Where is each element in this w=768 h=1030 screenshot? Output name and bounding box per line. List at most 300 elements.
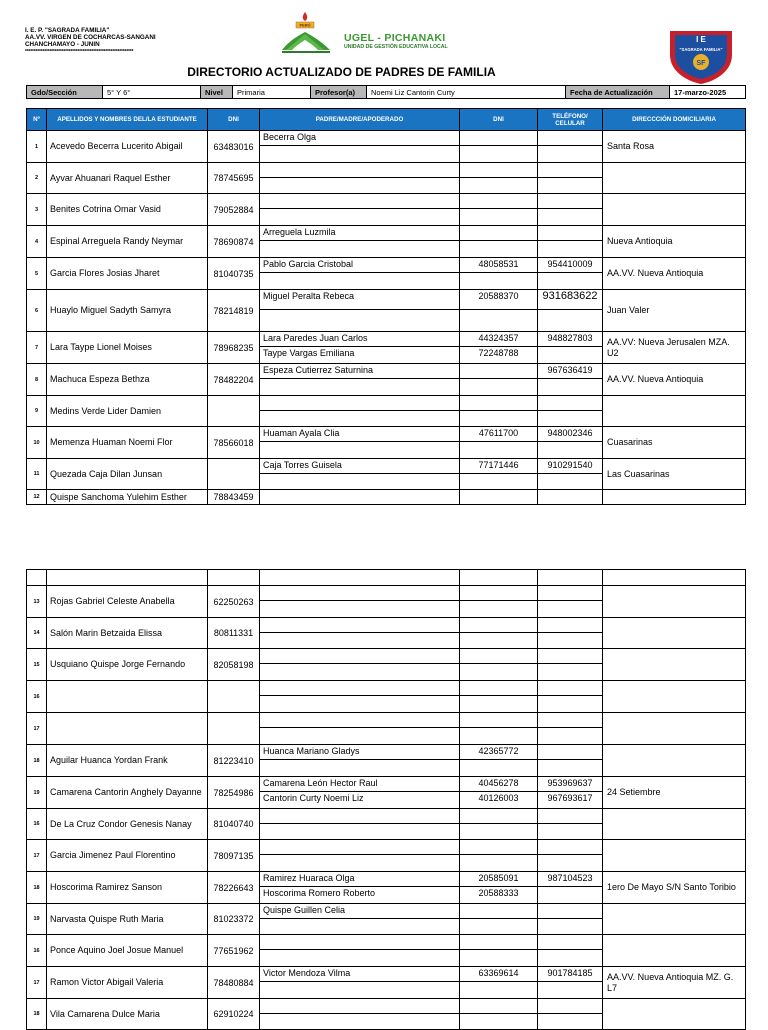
address [603,935,746,967]
parent-name [260,824,459,839]
parent-phone: 967693617 [547,793,593,803]
parent-phone-cell [538,194,603,226]
parent-dni-cell [460,570,538,586]
parent-name [260,396,459,411]
parent-name: Taype Vargas Emiliana [263,348,355,358]
parent-dni-cell [460,967,538,999]
student-name: Lara Taype Lionel Moises [47,332,208,364]
row-number: 16 [27,935,47,967]
table-row [27,586,746,618]
parent-dni [460,131,537,146]
student-dni [208,459,260,490]
table-row [27,681,746,713]
parent-name-cell [260,258,460,290]
parent-phone-cell [538,427,603,459]
parent-dni: 77171446 [460,459,537,474]
row-number: 17 [27,967,47,999]
student-dni [208,681,260,713]
table-row [27,649,746,681]
student-name [47,681,208,713]
student-name: Vila Camarena Dulce Maria [47,999,208,1030]
address [603,999,746,1030]
parent-dni [460,178,537,193]
parent-name [260,570,459,585]
parent-name [260,809,459,824]
parent-phone-cell [538,586,603,618]
student-dni: 62910224 [208,999,260,1030]
parent-name [260,163,459,178]
parent-name [260,999,459,1014]
student-dni: 78843459 [208,490,260,505]
parent-name-cell [260,131,460,163]
parent-name [260,713,459,728]
table-row [27,290,746,332]
parent-phone [538,809,602,824]
parent-phone-cell [538,999,603,1030]
table-row [27,745,746,777]
parent-name [260,935,459,950]
document-title: DIRECTORIO ACTUALIZADO DE PADRES DE FAMILIA [187,65,496,79]
parent-name: Pablo Garcia Cristobal [260,258,459,273]
student-dni: 81040735 [208,258,260,290]
table-row [27,967,746,999]
parent-name [260,728,459,744]
parent-dni [460,904,537,919]
table-row [27,427,746,459]
student-dni [208,396,260,427]
col-header-phone: TELÉFONO/ CELULAR [538,109,603,131]
school-address: AA.VV. VIRGEN DE COCHARCAS-SANGANI [25,34,156,42]
parent-name [260,442,459,458]
table-row [27,163,746,194]
parent-dni-cell [460,427,538,459]
student-dni: 78480884 [208,967,260,999]
parent-dni [460,950,537,966]
nivel-label: Nivel [201,86,233,99]
row-number: 4 [27,226,47,258]
row-number: 10 [27,427,47,459]
table-row [27,570,746,586]
parent-phone: 953969637 [538,777,602,792]
parent-name-cell [260,459,460,490]
parent-dni-cell [460,681,538,713]
parent-name [260,681,459,696]
parent-dni [460,999,537,1014]
address [603,649,746,681]
school-header [25,27,177,55]
parent-dni-cell [460,586,538,618]
table-row [27,809,746,840]
grado-label: Gdo/Sección [27,86,103,99]
parent-phone-cell [538,777,603,809]
parent-name [260,194,459,209]
table-row [27,618,746,649]
row-number: 16 [27,809,47,840]
student-dni: 79052884 [208,194,260,226]
parent-phone [538,728,602,744]
parent-phone [538,950,602,966]
col-header-address: DIRECCCIÓN DOMICILIARIA [603,109,746,131]
parent-dni [460,760,537,776]
student-name: Quezada Caja Dilan Junsan [47,459,208,490]
row-number: 8 [27,364,47,396]
table-row [27,490,746,505]
parent-dni: 40456278 [460,777,537,792]
parent-phone [538,713,602,728]
row-number: 13 [27,586,47,618]
table-row [27,840,746,872]
table-row [27,935,746,967]
table-row [27,364,746,396]
parent-phone [538,474,602,489]
table-row [27,872,746,904]
student-dni: 78214819 [208,290,260,332]
student-dni: 80811331 [208,618,260,649]
row-number: 5 [27,258,47,290]
parent-dni [460,396,537,411]
row-number: 6 [27,290,47,332]
address [603,586,746,618]
parent-phone-cell [538,364,603,396]
info-bar [26,85,746,99]
parent-name: Arreguela Luzmila [260,226,459,241]
parent-dni: 72248788 [478,348,519,358]
address [603,681,746,713]
col-header-parent-dni: DNI [460,109,538,131]
parent-name-cell [260,163,460,194]
parent-dni-cell [460,777,538,809]
address [603,618,746,649]
parent-name [260,840,459,855]
student-dni: 81040740 [208,809,260,840]
row-number: 3 [27,194,47,226]
row-number: 2 [27,163,47,194]
address: AA.VV. Nueva Antioquia [603,364,746,396]
parent-phone [538,633,602,648]
address: 24 Setiembre [603,777,746,809]
school-location: CHANCHAMAYO - JUNIN [25,41,100,49]
parent-phone [538,310,602,331]
parent-name [260,618,459,633]
student-name [47,713,208,745]
student-dni: 78097135 [208,840,260,872]
student-dni: 77651962 [208,935,260,967]
student-name: Memenza Huaman Noemi Flor [47,427,208,459]
parent-phone-cell [538,681,603,713]
parent-dni [460,696,537,712]
parent-name [260,411,459,426]
parent-dni: 48058531 [460,258,537,273]
parent-dni-cell [460,290,538,332]
parent-phone [538,999,602,1014]
parent-name-cell [260,618,460,649]
fecha-label: Fecha de Actualización [566,86,670,99]
student-dni: 63483016 [208,131,260,163]
parent-phone [538,840,602,855]
parent-phone [538,379,602,395]
parent-phone: 967636419 [538,364,602,379]
parent-phone [538,209,602,225]
address [603,194,746,226]
parent-phone-cell [538,396,603,427]
parent-dni-cell [460,364,538,396]
parent-name-cell [260,194,460,226]
student-name: Acevedo Becerra Lucerito Abigail [47,131,208,163]
table-row [27,194,746,226]
student-dni: 82058198 [208,649,260,681]
parent-name-cell [260,777,460,809]
directory-table-page2 [26,569,746,1030]
parent-phone-cell [538,967,603,999]
address: AA.VV. Nueva Antioquia MZ. G. L7 [603,967,746,999]
school-name: I. E. P. "SAGRADA FAMILIA" [25,27,110,34]
parent-name-cell [260,999,460,1030]
parent-name-cell [260,290,460,332]
address [603,745,746,777]
student-name: Camarena Cantorin Anghely Dayanne [47,777,208,809]
parent-dni [460,442,537,458]
parent-phone [538,178,602,193]
parent-dni [460,618,537,633]
parent-dni-cell [460,999,538,1030]
parent-dni [460,855,537,871]
parent-name [260,696,459,712]
parent-dni [460,919,537,934]
parent-phone [538,146,602,162]
table-row [27,459,746,490]
col-header-dni: DNI [208,109,260,131]
parent-phone [538,490,602,504]
parent-dni [460,226,537,241]
parent-dni-cell [460,131,538,163]
student-name: Ponce Aquino Joel Josue Manuel [47,935,208,967]
parent-name [260,586,459,601]
parent-dni-cell [460,490,538,505]
parent-name [260,649,459,664]
parent-name: Caja Torres Guisela [260,459,459,474]
student-dni: 81023372 [208,904,260,935]
parent-name [260,310,459,331]
parent-phone-cell [538,131,603,163]
row-number: 17 [27,840,47,872]
student-name [47,570,208,586]
parent-name [260,919,459,934]
address: Las Cuasarinas [603,459,746,490]
parent-name [260,178,459,193]
row-number: 18 [27,999,47,1030]
row-number: 12 [27,490,47,505]
parent-phone-cell [538,258,603,290]
parent-dni [460,241,537,257]
parent-dni-cell [460,194,538,226]
table-row [27,226,746,258]
parent-name-cell [260,570,460,586]
ugel-text [344,33,448,51]
row-number [27,570,47,586]
address: Juan Valer [603,290,746,332]
address [603,570,746,586]
student-name: Espinal Arreguela Randy Neymar [47,226,208,258]
fecha-value: 17-marzo-2025 [670,86,746,99]
parent-dni [460,411,537,426]
parent-name-cell [260,809,460,840]
parent-phone [538,586,602,601]
parent-name [260,633,459,648]
parent-dni-cell [460,809,538,840]
parent-name-cell [260,586,460,618]
address [603,809,746,840]
parent-name [260,855,459,871]
parent-dni [460,146,537,162]
parent-name-cell [260,935,460,967]
parent-dni [460,490,537,504]
parent-phone [538,664,602,680]
student-name: De La Cruz Condor Genesis Nanay [47,809,208,840]
parent-phone [538,649,602,664]
address: AA.VV: Nueva Jerusalen MZA. U2 [603,332,746,364]
parent-name-cell [260,872,460,904]
parent-dni-cell [460,459,538,490]
parent-name [260,379,459,395]
parent-name-cell [260,649,460,681]
parent-dni [460,809,537,824]
parent-phone-cell [538,745,603,777]
ugel-subtitle: UNIDAD DE GESTIÓN EDUCATIVA LOCAL [344,44,448,50]
parent-dni [460,935,537,950]
parent-dni [460,310,537,331]
ugel-badge: PERÚ [299,22,311,28]
parent-phone [538,681,602,696]
parent-name: Hoscorima Romero Roberto [263,888,376,898]
table-row [27,904,746,935]
row-number: 14 [27,618,47,649]
parent-name-cell [260,226,460,258]
parent-phone [538,919,602,934]
parent-dni [460,840,537,855]
parent-dni-cell [460,226,538,258]
parent-name-cell [260,364,460,396]
parent-phone-cell [538,226,603,258]
parent-dni [460,364,537,379]
row-number: 11 [27,459,47,490]
parent-phone [538,760,602,776]
parent-phone-cell [538,332,603,364]
logo-ie: I E [696,35,706,44]
address [603,840,746,872]
student-name: Salón Marin Betzaida Elissa [47,618,208,649]
parent-phone-cell [538,290,603,332]
parent-name [260,474,459,489]
parent-name-cell [260,904,460,935]
parent-phone: 948827803 [538,332,602,347]
parent-dni-cell [460,713,538,745]
parent-phone: 931683622 [538,290,602,310]
address [603,490,746,505]
student-dni: 78968235 [208,332,260,364]
parent-dni [460,601,537,617]
row-number: 19 [27,777,47,809]
parent-phone [538,411,602,426]
parent-dni: 47611700 [460,427,537,442]
parent-phone: 948002346 [538,427,602,442]
school-separator: ************************************************************** [25,48,134,55]
directory-table-page1 [26,108,746,505]
parent-dni [460,194,537,209]
parent-phone [538,904,602,919]
row-number: 18 [27,872,47,904]
student-dni: 78690874 [208,226,260,258]
parent-dni [460,273,537,289]
parent-phone [538,745,602,760]
parent-name-cell [260,332,460,364]
parent-name: Miguel Peralta Rebeca [260,290,459,310]
parent-name: Huaman Ayala Clia [260,427,459,442]
student-name: Benites Cotrina Omar Vasid [47,194,208,226]
parent-dni-cell [460,935,538,967]
parent-name: Espeza Cutierrez Saturnina [260,364,459,379]
parent-dni [460,728,537,744]
parent-name-cell [260,713,460,745]
address: Santa Rosa [603,131,746,163]
parent-phone [538,273,602,289]
student-name: Quispe Sanchoma Yulehim Esther [47,490,208,505]
parent-dni [460,379,537,395]
parent-dni [460,664,537,680]
parent-name-cell [260,427,460,459]
parent-dni: 20588333 [478,888,519,898]
parent-dni: 42365772 [460,745,537,760]
parent-phone [538,241,602,257]
parent-phone [538,887,602,903]
student-dni [208,713,260,745]
student-name: Ayvar Ahuanari Raquel Esther [47,163,208,194]
table-row [27,332,746,364]
parent-dni-cell [460,396,538,427]
parent-name [260,664,459,680]
parent-phone [538,1014,602,1029]
parent-dni [460,586,537,601]
parent-phone [538,226,602,241]
parent-phone [538,696,602,712]
parent-phone-cell [538,713,603,745]
parent-name [260,241,459,257]
parent-phone: 901784185 [538,967,602,982]
parent-dni-cell [460,332,538,364]
col-header-parent: PADRE/MADRE/APODERADO [260,109,460,131]
parent-name: Lara Paredes Juan Carlos [260,332,459,347]
parent-name [260,1014,459,1029]
student-dni: 78254986 [208,777,260,809]
parent-phone-cell [538,618,603,649]
student-name: Garcia Flores Josias Jharet [47,258,208,290]
parent-dni [460,209,537,225]
address [603,396,746,427]
parent-name: Huanca Mariano Gladys [260,745,459,760]
row-number: 1 [27,131,47,163]
parent-dni [460,633,537,648]
student-name: Hoscorima Ramirez Sanson [47,872,208,904]
student-dni: 78566018 [208,427,260,459]
parent-name: Victor Mendoza Vilma [260,967,459,982]
parent-phone [538,618,602,633]
parent-name-cell [260,745,460,777]
parent-name: Quispe Guillen Celia [260,904,459,919]
row-number: 7 [27,332,47,364]
col-header-student: APELLIDOS Y NOMBRES DEL/LA ESTUDIANTE [47,109,208,131]
row-number: 19 [27,904,47,935]
parent-phone-cell [538,935,603,967]
ugel-title: UGEL - PICHANAKI [344,32,446,44]
